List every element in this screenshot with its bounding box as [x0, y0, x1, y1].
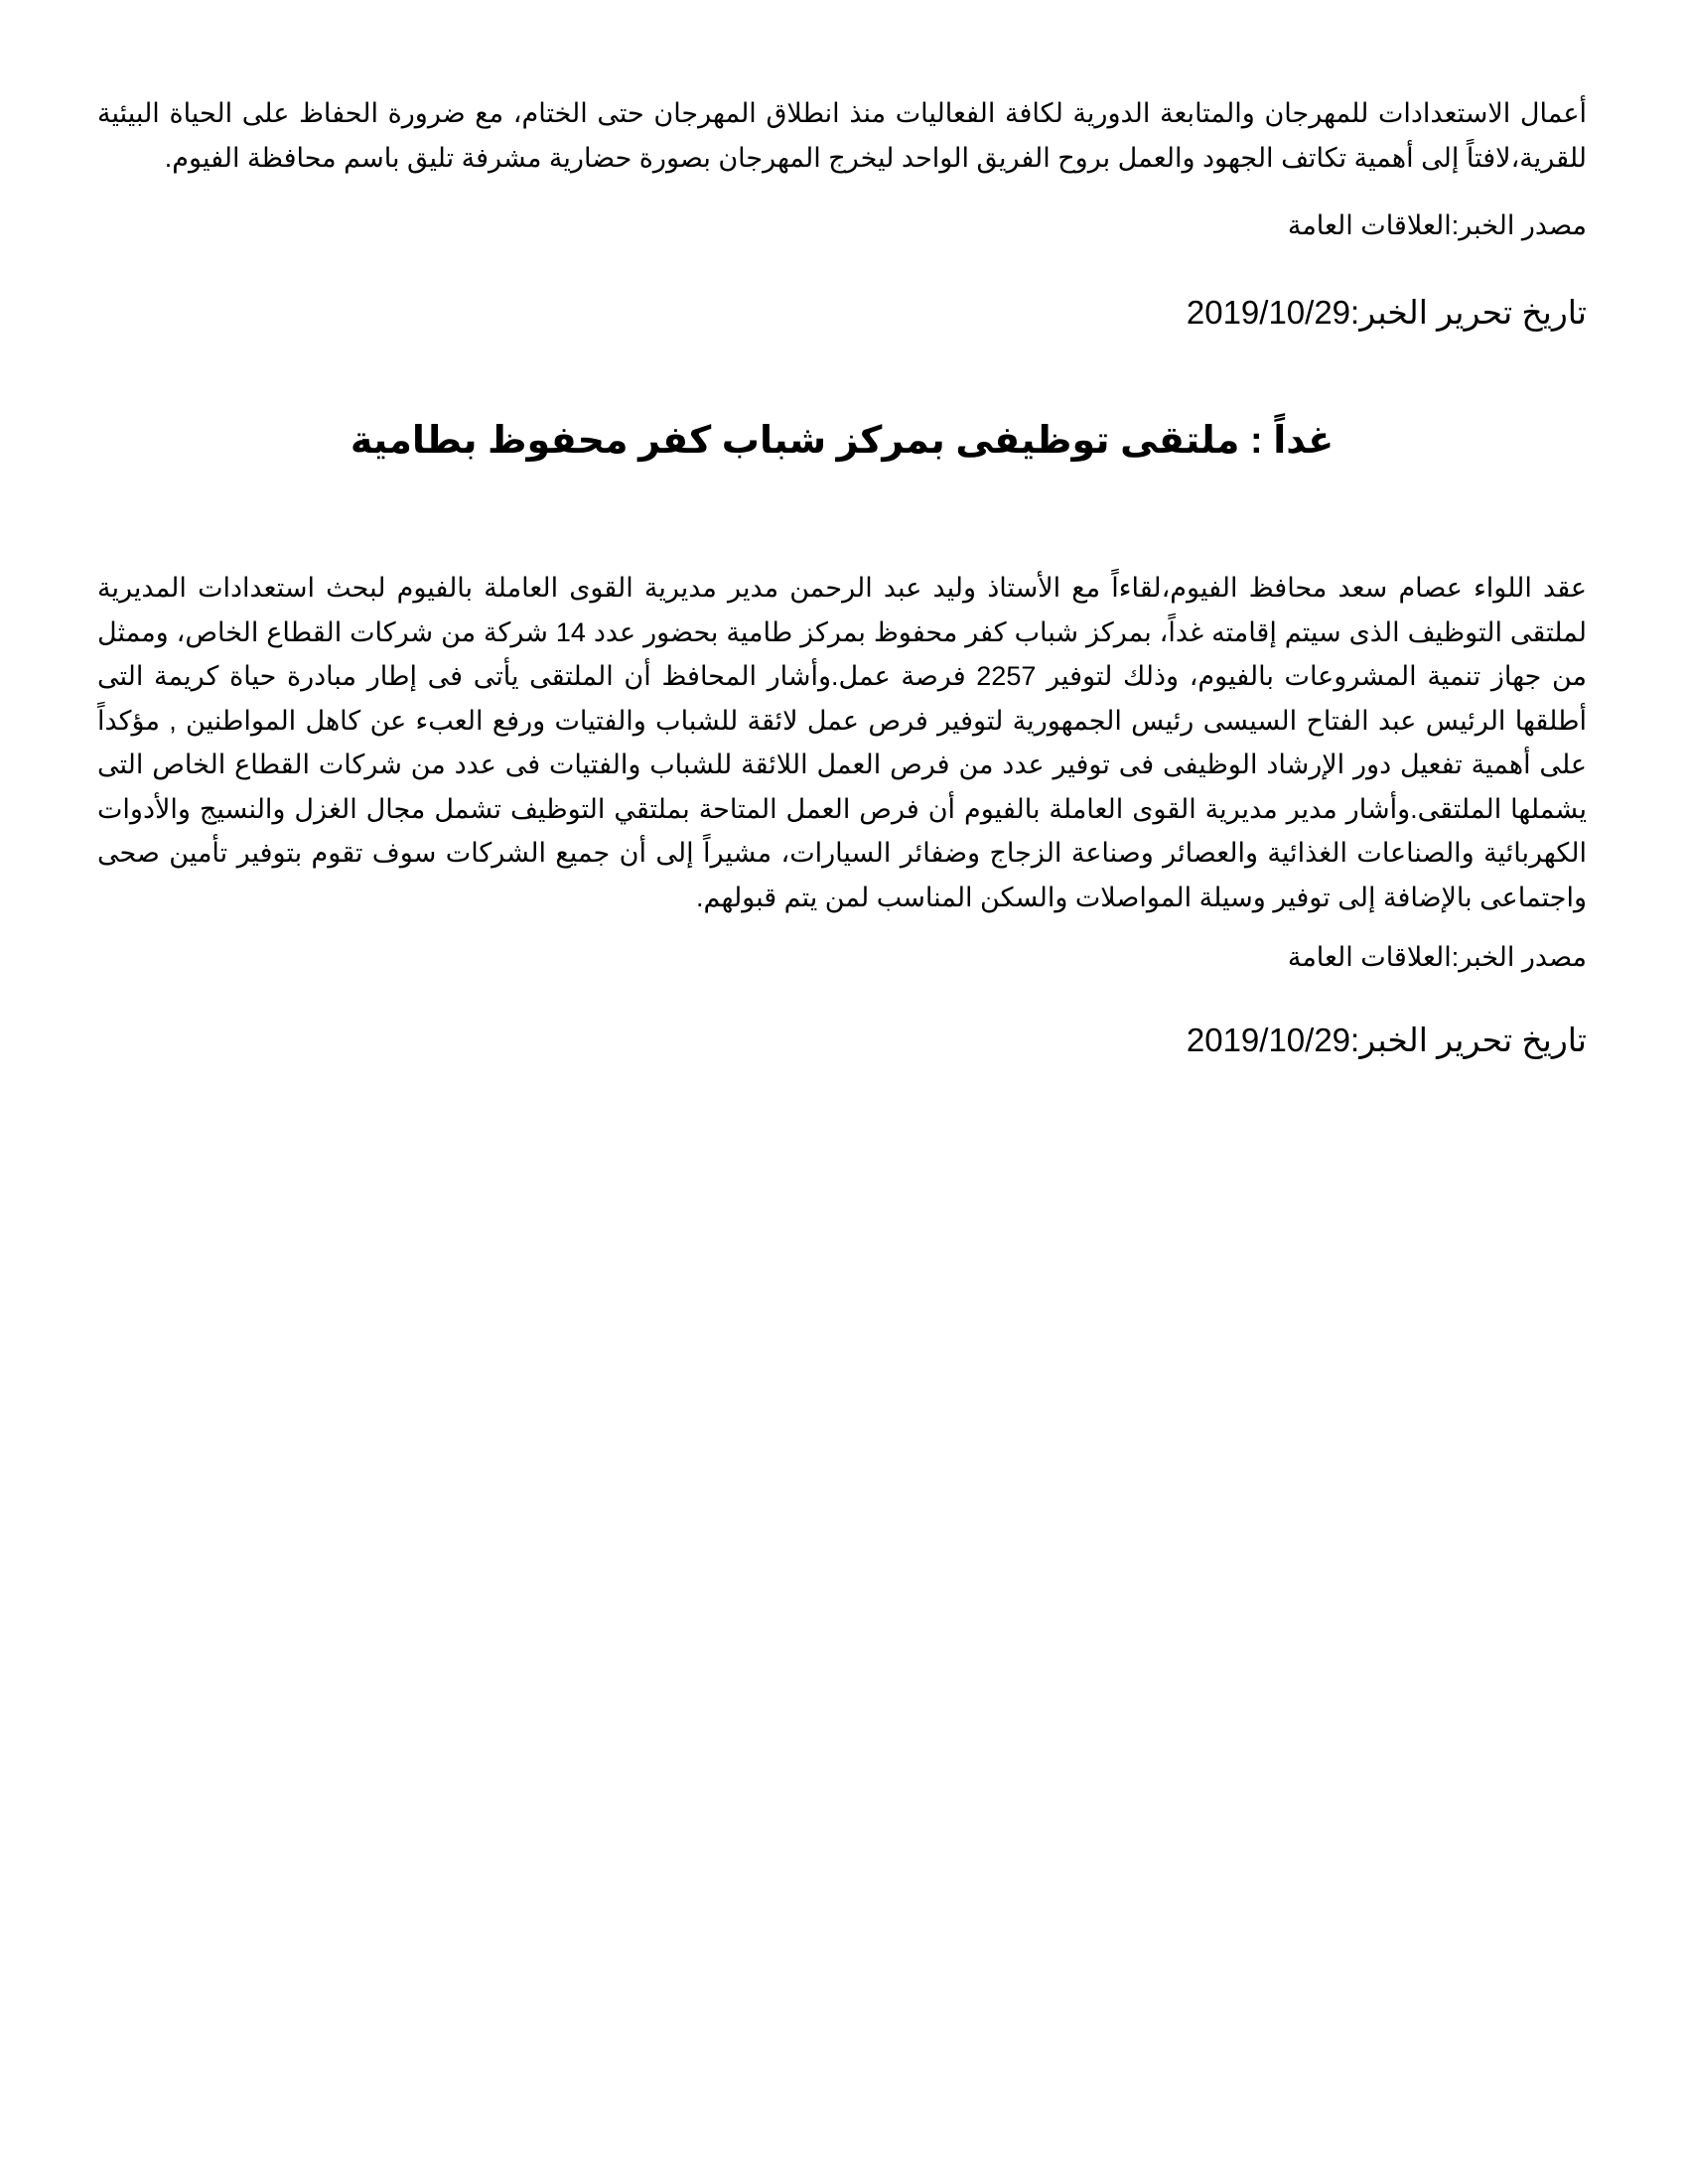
article-paragraph: عقد اللواء عصام سعد محافظ الفيوم،لقاءاً مع الأستاذ وليد عبد الرحمن مدير مديرية القوى العاملة بالفيوم لبحث استعدادات المديرية لملتقى التوظيف الذى سيتم إقامته غداً، بمركز شباب كفر محفوظ بمركز طامية بحضور عدد 14 شركة من شركات القطاع الخاص، وممثل من جهاز تنمية المشروعات بالفيوم، وذلك لتوفير 2257 فرصة عمل.وأشار المحافظ أن الملتقى يأتى فى إطار مبادرة حياة كريمة التى أطلقها الرئيس عبد الفتاح السيسى رئيس الجمهورية لتوفير فرص عمل لائقة للشباب والفتيات ورفع العبء عن كاهل المواطنين , مؤكداً على أهمية تفعيل دور الإرشاد الوظيفى فى توفير عدد من فرص العمل اللائقة للشباب والفتيات فى عدد من شركات القطاع الخاص التى يشملها الملتقى.وأشار مدير مديرية القوى العاملة بالفيوم أن فرص العمل المتاحة بملتقي التوظيف تشمل مجال الغزل والنسيج والأدوات الكهربائية والصناعات الغذائية والعصائر وصناعة الزجاج وضفائر السيارات، مشيراً إلى أن جميع الشركات سوف تقوم بتوفير تأمين صحى واجتماعى بالإضافة إلى توفير وسيلة المواصلات والسكن المناسب لمن يتم قبولهم.: [97, 573, 1588, 912]
news-source: مصدر الخبر:العلاقات العامة: [1287, 942, 1587, 972]
edit-date: [97, 291, 1587, 335]
document-page: [97, 91, 1587, 1062]
edit-date-value: 2019/10/29: [1186, 294, 1351, 331]
article-paragraph: أعمال الاستعدادات للمهرجان والمتابعة الدورية لكافة الفعاليات منذ انطلاق المهرجان حتى الختام، مع ضرورة الحفاظ على الحياة البيئية للقرية،لافتاً إلى أهمية تكاتف الجهود والعمل بروح الفريق الواحد ليخرج المهرجان بصورة حضارية مشرفة تليق باسم محافظة الفيوم.: [97, 98, 1587, 173]
news-source: مصدر الخبر:العلاقات العامة: [1287, 210, 1587, 240]
article-headline: غداً : ملتقى توظيفى بمركز شباب كفر محفوظ بطامية: [350, 420, 1335, 462]
edit-date-label: تاريخ تحرير الخبر:: [1350, 1022, 1587, 1058]
edit-date: [97, 1019, 1587, 1062]
edit-date-label: تاريخ تحرير الخبر:: [1350, 294, 1587, 331]
edit-date-value: 2019/10/29: [1186, 1022, 1351, 1058]
